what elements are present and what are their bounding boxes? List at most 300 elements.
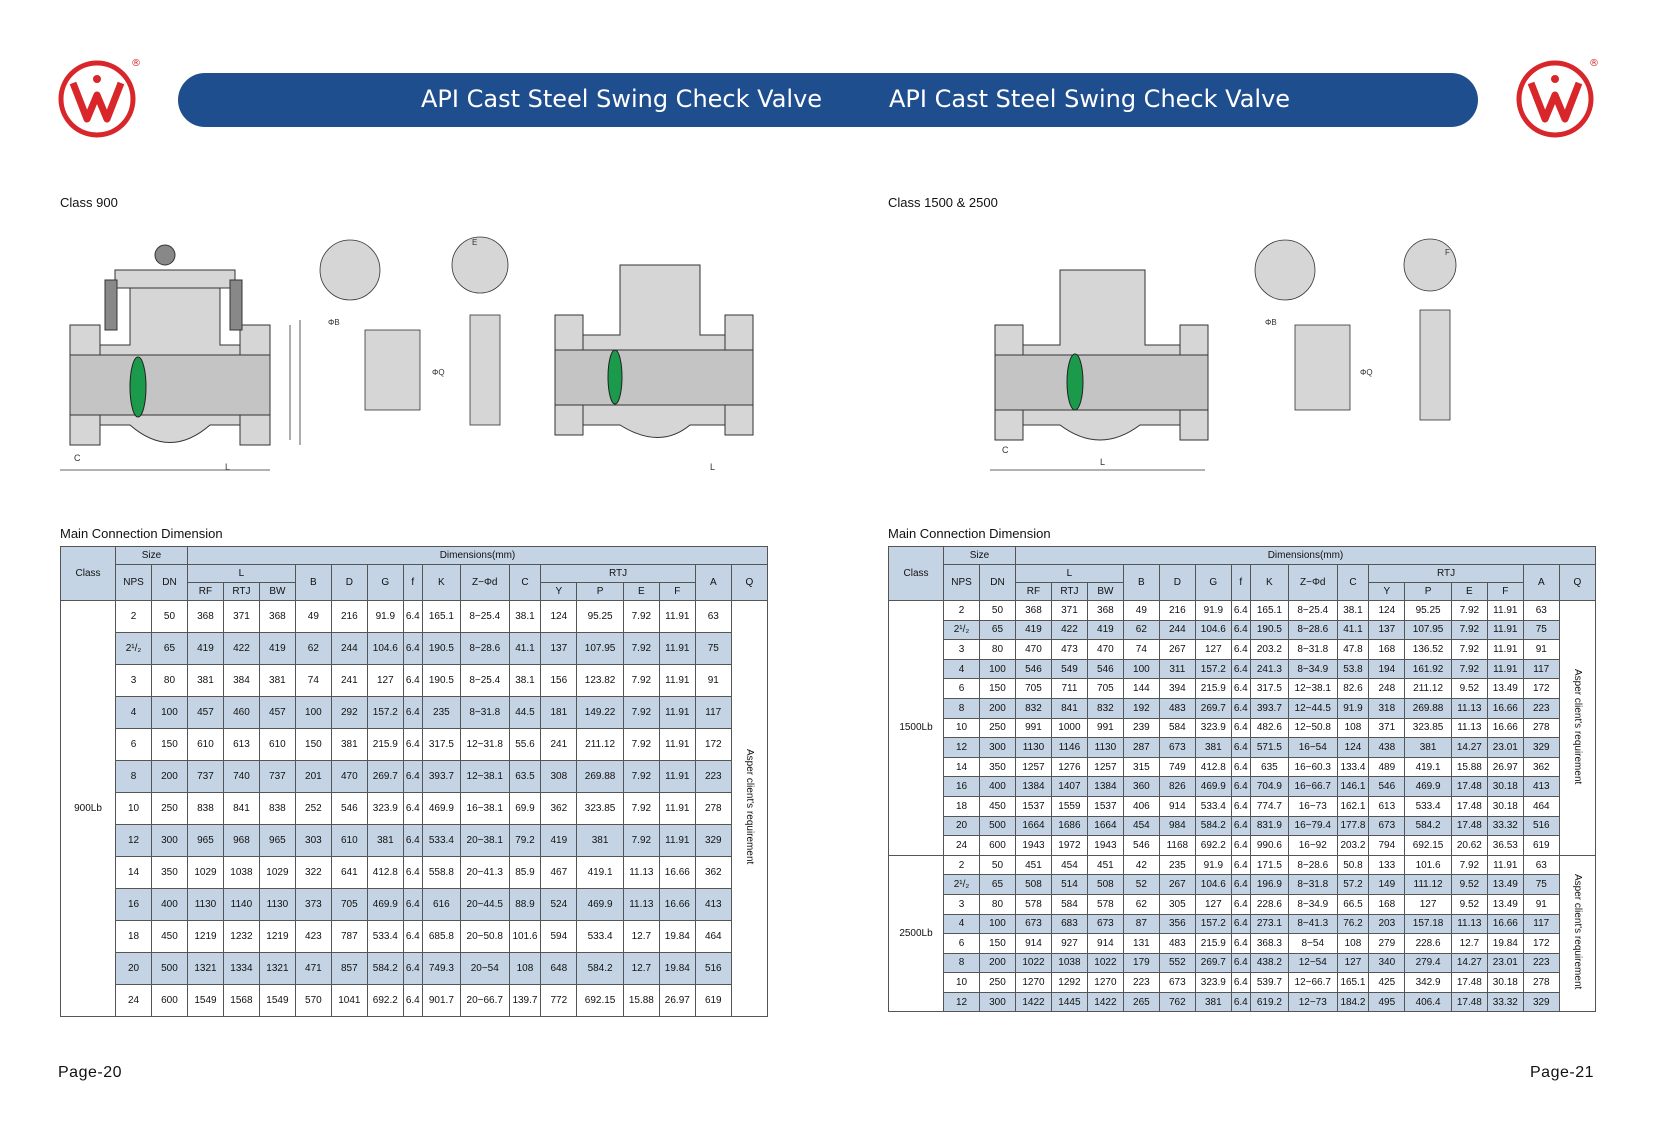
table-cell: 215.9 xyxy=(1195,679,1231,699)
table-cell: 16−66.7 xyxy=(1288,777,1337,797)
table-cell: 1407 xyxy=(1051,777,1087,797)
table-cell: 279.4 xyxy=(1405,953,1452,973)
table-cell: 762 xyxy=(1159,992,1195,1012)
header-A: A xyxy=(695,565,731,601)
table-cell: 117 xyxy=(1523,914,1559,934)
table-cell: 196.9 xyxy=(1250,875,1288,895)
table-cell: 12 xyxy=(116,825,152,857)
table-cell: 76.2 xyxy=(1337,914,1369,934)
table-cell: 50.8 xyxy=(1337,855,1369,875)
table-cell: 454 xyxy=(1051,855,1087,875)
table-cell: 7.92 xyxy=(1451,620,1487,640)
table-cell: 381 xyxy=(187,665,223,697)
dimension-table-class1500-2500 xyxy=(888,546,1596,1012)
table-cell: 190.5 xyxy=(422,665,460,697)
table-cell: 470 xyxy=(331,761,367,793)
table-cell: 6.4 xyxy=(403,697,422,729)
table-cell: 20−54 xyxy=(460,953,509,985)
table-cell: 190.5 xyxy=(422,633,460,665)
table-cell: 20−66.7 xyxy=(460,985,509,1017)
table-cell: 9.52 xyxy=(1451,679,1487,699)
table-cell: 278 xyxy=(695,793,731,825)
q-note: Asper client's requirement xyxy=(1571,668,1583,784)
table-cell: 203 xyxy=(1369,914,1405,934)
table-cell: 1422 xyxy=(1087,992,1123,1012)
table-cell: 489 xyxy=(1369,757,1405,777)
table-row xyxy=(889,934,1596,954)
table-cell: 381 xyxy=(1195,992,1231,1012)
table-cell: 571.5 xyxy=(1250,738,1288,758)
table-cell: 11.91 xyxy=(1487,855,1523,875)
table-cell: 7.92 xyxy=(623,761,659,793)
table-cell: 841 xyxy=(223,793,259,825)
table-cell: 552 xyxy=(1159,953,1195,973)
table-cell: 162.1 xyxy=(1337,796,1369,816)
table-cell: 1029 xyxy=(187,857,223,889)
table-cell: 6.4 xyxy=(1231,620,1250,640)
q-note-cell xyxy=(1559,855,1595,1012)
table-cell: 450 xyxy=(979,796,1015,816)
table-cell: 66.5 xyxy=(1337,894,1369,914)
class-cell: 1500Lb xyxy=(889,601,944,856)
table-cell: 400 xyxy=(979,777,1015,797)
table-cell: 17.48 xyxy=(1451,777,1487,797)
table-cell: 184.2 xyxy=(1337,992,1369,1012)
table-cell: 100 xyxy=(295,697,331,729)
table-cell: 6.4 xyxy=(1231,816,1250,836)
table-cell: 16.66 xyxy=(659,857,695,889)
table-cell: 11.91 xyxy=(659,793,695,825)
table-cell: 6 xyxy=(944,934,980,954)
table-cell: 1270 xyxy=(1015,973,1051,993)
table-cell: 584 xyxy=(1159,718,1195,738)
table-cell: 412.8 xyxy=(1195,757,1231,777)
table-cell: 11.13 xyxy=(623,857,659,889)
table-cell: 150 xyxy=(979,934,1015,954)
table-cell: 6.4 xyxy=(1231,855,1250,875)
table-cell: 350 xyxy=(979,757,1015,777)
table-cell: 18 xyxy=(944,796,980,816)
header-A: A xyxy=(1523,565,1559,601)
class-label-right: Class 1500 & 2500 xyxy=(888,195,998,210)
table-row xyxy=(889,855,1596,875)
table-cell: 318 xyxy=(1369,698,1405,718)
table-cell: 12.7 xyxy=(623,921,659,953)
table-cell: 673 xyxy=(1159,738,1195,758)
table-cell: 546 xyxy=(331,793,367,825)
table-cell: 239 xyxy=(1123,718,1159,738)
table-cell: 20−38.1 xyxy=(460,825,509,857)
table-cell: 150 xyxy=(979,679,1015,699)
table-cell: 300 xyxy=(979,992,1015,1012)
table-row xyxy=(889,973,1596,993)
table-cell: 8−34.9 xyxy=(1288,894,1337,914)
table-cell: 19.84 xyxy=(1487,934,1523,954)
table-cell: 223 xyxy=(1523,953,1559,973)
table-cell: 4 xyxy=(944,659,980,679)
header-C: C xyxy=(1337,565,1369,601)
table-cell: 14 xyxy=(116,857,152,889)
table-cell: 91.9 xyxy=(1195,601,1231,621)
table-cell: 157.2 xyxy=(1195,659,1231,679)
table-cell: 991 xyxy=(1087,718,1123,738)
header-D: D xyxy=(331,565,367,601)
table-cell: 635 xyxy=(1250,757,1288,777)
table-cell: 139.7 xyxy=(509,985,541,1017)
table-cell: 38.1 xyxy=(509,665,541,697)
table-row xyxy=(889,875,1596,895)
table-cell: 12−54 xyxy=(1288,953,1337,973)
table-cell: 673 xyxy=(1369,816,1405,836)
header-BW: BW xyxy=(259,583,295,601)
header-class: Class xyxy=(61,547,116,601)
table-cell: 613 xyxy=(1369,796,1405,816)
table-cell: 1219 xyxy=(187,921,223,953)
table-cell: 11.91 xyxy=(659,729,695,761)
company-logo-right xyxy=(1515,57,1597,139)
table-cell: 6.4 xyxy=(1231,601,1250,621)
table-cell: 12 xyxy=(944,992,980,1012)
table-cell: 137 xyxy=(541,633,577,665)
table-cell: 3 xyxy=(116,665,152,697)
table-cell: 305 xyxy=(1159,894,1195,914)
table-cell: 7.92 xyxy=(623,729,659,761)
table-cell: 1664 xyxy=(1087,816,1123,836)
table-row xyxy=(889,620,1596,640)
table-cell: 1041 xyxy=(331,985,367,1017)
table-cell: 117 xyxy=(1523,659,1559,679)
table-cell: 990.6 xyxy=(1250,836,1288,856)
table-cell: 95.25 xyxy=(577,601,624,633)
table-cell: 17.48 xyxy=(1451,816,1487,836)
table-cell: 7.92 xyxy=(623,665,659,697)
table-cell: 49 xyxy=(295,601,331,633)
section-label-left: Main Connection Dimension xyxy=(60,526,223,541)
table-cell: 495 xyxy=(1369,992,1405,1012)
table-cell: 772 xyxy=(541,985,577,1017)
table-cell: 7.92 xyxy=(623,825,659,857)
table-cell: 47.8 xyxy=(1337,640,1369,660)
table-cell: 165.1 xyxy=(1250,601,1288,621)
table-cell: 165.1 xyxy=(422,601,460,633)
table-cell: 146.1 xyxy=(1337,777,1369,797)
table-row xyxy=(61,953,768,985)
table-row xyxy=(889,992,1596,1012)
table-cell: 1168 xyxy=(1159,836,1195,856)
header-B: B xyxy=(1123,565,1159,601)
table-cell: 469.9 xyxy=(422,793,460,825)
table-cell: 362 xyxy=(1523,757,1559,777)
table-cell: 14.27 xyxy=(1451,738,1487,758)
table-cell: 826 xyxy=(1159,777,1195,797)
table-cell: 308 xyxy=(541,761,577,793)
table-cell: 419 xyxy=(1087,620,1123,640)
table-cell: 11.91 xyxy=(1487,620,1523,640)
table-cell: 914 xyxy=(1087,934,1123,954)
table-cell: 546 xyxy=(1015,659,1051,679)
table-cell: 8−28.6 xyxy=(1288,855,1337,875)
header-G: G xyxy=(367,565,403,601)
table-cell: 7.92 xyxy=(623,697,659,729)
table-cell: 578 xyxy=(1015,894,1051,914)
table-cell: 80 xyxy=(979,640,1015,660)
table-cell: 203.2 xyxy=(1250,640,1288,660)
table-cell: 774.7 xyxy=(1250,796,1288,816)
table-cell: 673 xyxy=(1159,973,1195,993)
table-cell: 12−38.1 xyxy=(1288,679,1337,699)
table-cell: 6.4 xyxy=(403,601,422,633)
table-cell: 241 xyxy=(331,665,367,697)
table-cell: 371 xyxy=(1051,601,1087,621)
table-cell: 368.3 xyxy=(1250,934,1288,954)
table-cell: 300 xyxy=(979,738,1015,758)
table-cell: 172 xyxy=(1523,679,1559,699)
table-cell: 12−66.7 xyxy=(1288,973,1337,993)
table-cell: 50 xyxy=(151,601,187,633)
table-row xyxy=(889,816,1596,836)
table-cell: 42 xyxy=(1123,855,1159,875)
table-cell: 6.4 xyxy=(403,889,422,921)
table-cell: 613 xyxy=(223,729,259,761)
table-cell: 23.01 xyxy=(1487,953,1523,973)
table-row xyxy=(61,857,768,889)
table-cell: 413 xyxy=(695,889,731,921)
table-cell: 6.4 xyxy=(1231,934,1250,954)
table-row xyxy=(61,793,768,825)
table-cell: 1257 xyxy=(1087,757,1123,777)
table-cell: 323.9 xyxy=(367,793,403,825)
table-cell: 1664 xyxy=(1015,816,1051,836)
dim-B-right: ΦB xyxy=(1265,318,1277,327)
table-cell: 269.88 xyxy=(1405,698,1452,718)
table-cell: 6.4 xyxy=(1231,992,1250,1012)
dim-E-left: E xyxy=(472,238,478,247)
table-cell: 100 xyxy=(979,914,1015,934)
table-cell: 473 xyxy=(1051,640,1087,660)
table-cell: 74 xyxy=(1123,640,1159,660)
table-cell: 33.32 xyxy=(1487,992,1523,1012)
table-cell: 12.7 xyxy=(1451,934,1487,954)
table-cell: 65 xyxy=(979,875,1015,895)
table-cell: 279 xyxy=(1369,934,1405,954)
table-cell: 104.6 xyxy=(1195,620,1231,640)
table-cell: 610 xyxy=(187,729,223,761)
table-cell: 30.18 xyxy=(1487,973,1523,993)
header-F: F xyxy=(659,583,695,601)
header-Y: Y xyxy=(1369,583,1405,601)
table-row xyxy=(889,777,1596,797)
table-cell: 470 xyxy=(1015,640,1051,660)
table-cell: 26.97 xyxy=(659,985,695,1017)
table-cell: 63 xyxy=(695,601,731,633)
table-cell: 95.25 xyxy=(1405,601,1452,621)
table-cell: 101.6 xyxy=(509,921,541,953)
table-cell: 469.9 xyxy=(1405,777,1452,797)
table-cell: 33.32 xyxy=(1487,816,1523,836)
table-cell: 80 xyxy=(151,665,187,697)
table-cell: 41.1 xyxy=(1337,620,1369,640)
table-cell: 14.27 xyxy=(1451,953,1487,973)
table-row xyxy=(889,914,1596,934)
table-row xyxy=(61,889,768,921)
header-E: E xyxy=(623,583,659,601)
header-class: Class xyxy=(889,547,944,601)
table-cell: 584.2 xyxy=(367,953,403,985)
table-cell: 584.2 xyxy=(1405,816,1452,836)
table-cell: 300 xyxy=(151,825,187,857)
table-cell: 362 xyxy=(695,857,731,889)
table-cell: 1559 xyxy=(1051,796,1087,816)
table-cell: 19.84 xyxy=(659,953,695,985)
svg-text:®: ® xyxy=(1589,58,1599,69)
table-cell: 50 xyxy=(979,601,1015,621)
table-cell: 464 xyxy=(1523,796,1559,816)
section-label-right: Main Connection Dimension xyxy=(888,526,1051,541)
table-cell: 252 xyxy=(295,793,331,825)
table-cell: 2 xyxy=(116,601,152,633)
table-cell: 44.5 xyxy=(509,697,541,729)
table-cell: 413 xyxy=(1523,777,1559,797)
table-cell: 201 xyxy=(295,761,331,793)
table-cell: 470 xyxy=(1087,640,1123,660)
header-P: P xyxy=(577,583,624,601)
table-cell: 241 xyxy=(541,729,577,761)
page-title-right: API Cast Steel Swing Check Valve xyxy=(889,85,1291,113)
table-cell: 425 xyxy=(1369,973,1405,993)
table-cell: 692.15 xyxy=(577,985,624,1017)
table-cell: 384 xyxy=(223,665,259,697)
table-cell: 371 xyxy=(1369,718,1405,738)
table-cell: 88.9 xyxy=(509,889,541,921)
table-cell: 422 xyxy=(223,633,259,665)
class-cell: 900Lb xyxy=(61,601,116,1017)
q-note: Asper client's requirement xyxy=(1571,874,1583,990)
table-cell: 419 xyxy=(259,633,295,665)
table-cell: 6.4 xyxy=(1231,659,1250,679)
table-cell: 172 xyxy=(695,729,731,761)
table-cell: 1130 xyxy=(259,889,295,921)
table-cell: 737 xyxy=(187,761,223,793)
table-cell: 20−41.3 xyxy=(460,857,509,889)
table-row xyxy=(61,761,768,793)
table-cell: 244 xyxy=(331,633,367,665)
table-cell: 23.01 xyxy=(1487,738,1523,758)
table-cell: 6.4 xyxy=(1231,836,1250,856)
table-cell: 965 xyxy=(259,825,295,857)
table-cell: 578 xyxy=(1087,894,1123,914)
table-cell: 241.3 xyxy=(1250,659,1288,679)
header-Zd: Z−Φd xyxy=(460,565,509,601)
header-RF: RF xyxy=(1015,583,1051,601)
table-cell: 832 xyxy=(1015,698,1051,718)
header-dimensions: Dimensions(mm) xyxy=(1015,547,1595,565)
table-cell: 13.49 xyxy=(1487,875,1523,895)
table-cell: 168 xyxy=(1369,894,1405,914)
table-cell: 600 xyxy=(151,985,187,1017)
header-P: P xyxy=(1405,583,1452,601)
table-header xyxy=(889,547,1596,601)
table-cell: 464 xyxy=(695,921,731,953)
table-row xyxy=(889,796,1596,816)
company-logo-left xyxy=(57,57,139,139)
table-row xyxy=(61,825,768,857)
table-cell: 841 xyxy=(1051,698,1087,718)
table-cell: 16.66 xyxy=(1487,718,1523,738)
table-cell: 419 xyxy=(541,825,577,857)
header-RTJ: RTJ xyxy=(1051,583,1087,601)
header-rtj-group: RTJ xyxy=(1369,565,1523,583)
table-cell: 91.9 xyxy=(367,601,403,633)
table-cell: 36.53 xyxy=(1487,836,1523,856)
dim-L-left: L xyxy=(225,462,231,472)
table-cell: 438.2 xyxy=(1250,953,1288,973)
page-title-left: API Cast Steel Swing Check Valve xyxy=(421,85,823,113)
table-cell: 838 xyxy=(259,793,295,825)
class-cell: 2500Lb xyxy=(889,855,944,1012)
table-cell: 65 xyxy=(979,620,1015,640)
header-nps: NPS xyxy=(116,565,152,601)
table-cell: 1130 xyxy=(1015,738,1051,758)
table-cell: 516 xyxy=(695,953,731,985)
table-cell: 57.2 xyxy=(1337,875,1369,895)
table-cell: 62 xyxy=(295,633,331,665)
table-cell: 131 xyxy=(1123,934,1159,954)
table-cell: 269.7 xyxy=(1195,698,1231,718)
table-cell: 6.4 xyxy=(1231,914,1250,934)
table-cell: 11.13 xyxy=(1451,718,1487,738)
table-cell: 584.2 xyxy=(1195,816,1231,836)
table-cell: 438 xyxy=(1369,738,1405,758)
table-cell: 16−73 xyxy=(1288,796,1337,816)
table-cell: 216 xyxy=(1159,601,1195,621)
table-cell: 161.92 xyxy=(1405,659,1452,679)
table-cell: 7.92 xyxy=(1451,601,1487,621)
table-cell: 6.4 xyxy=(1231,757,1250,777)
header-f: f xyxy=(1231,565,1250,601)
table-cell: 8−31.8 xyxy=(1288,640,1337,660)
table-cell: 6.4 xyxy=(1231,875,1250,895)
table-cell: 211.12 xyxy=(1405,679,1452,699)
table-cell: 11.91 xyxy=(659,825,695,857)
table-cell: 451 xyxy=(1087,855,1123,875)
table-cell: 267 xyxy=(1159,875,1195,895)
table-cell: 450 xyxy=(151,921,187,953)
table-cell: 704.9 xyxy=(1250,777,1288,797)
dim-Q-right: ΦQ xyxy=(1360,368,1373,377)
dim-B-left: ΦB xyxy=(328,318,340,327)
table-cell: 11.13 xyxy=(1451,698,1487,718)
table-cell: 323.9 xyxy=(1195,973,1231,993)
table-cell: 838 xyxy=(187,793,223,825)
table-cell: 323.9 xyxy=(1195,718,1231,738)
table-cell: 787 xyxy=(331,921,367,953)
table-cell: 9.52 xyxy=(1451,894,1487,914)
table-cell: 8−31.8 xyxy=(1288,875,1337,895)
table-cell: 11.91 xyxy=(1487,659,1523,679)
table-cell: 546 xyxy=(1087,659,1123,679)
table-row xyxy=(61,729,768,761)
table-cell: 107.95 xyxy=(577,633,624,665)
table-cell: 16−92 xyxy=(1288,836,1337,856)
table-cell: 108 xyxy=(1337,718,1369,738)
table-cell: 469.9 xyxy=(367,889,403,921)
table-cell: 62 xyxy=(1123,894,1159,914)
table-cell: 451 xyxy=(1015,855,1051,875)
table-cell: 216 xyxy=(331,601,367,633)
table-cell: 984 xyxy=(1159,816,1195,836)
table-cell: 12−73 xyxy=(1288,992,1337,1012)
table-cell: 546 xyxy=(1123,836,1159,856)
